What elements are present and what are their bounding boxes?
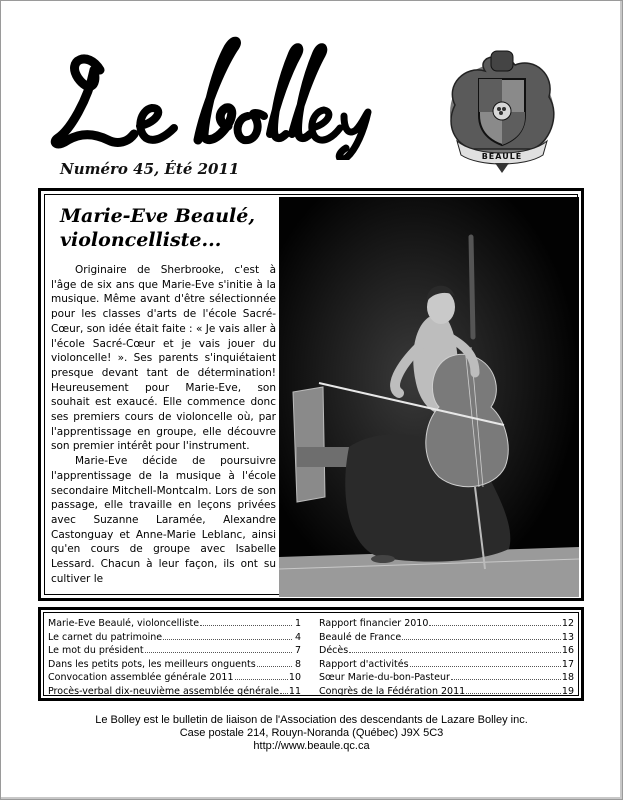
toc-entry[interactable]: Congrès de la Fédération 2011 19 xyxy=(319,685,574,697)
feature-inner-border xyxy=(44,194,578,595)
article-title-line-1: Marie-Eve Beaulé, xyxy=(60,205,255,227)
svg-text:BEAULÉ: BEAULÉ xyxy=(481,152,523,161)
toc-entry[interactable]: Décès 16 xyxy=(319,645,574,656)
toc-entry[interactable]: Sœur Marie-du-bon-Pasteur 18 xyxy=(319,672,574,683)
footer-website-link[interactable]: http://www.beaule.qc.ca xyxy=(253,740,370,752)
toc-entry[interactable]: Dans les petits pots, les meilleurs onguents 8 xyxy=(48,658,301,670)
article-title-line-2: violoncelliste... xyxy=(60,229,222,251)
toc-entry[interactable]: Convocation assemblée générale 2011 10 xyxy=(48,672,301,683)
article-body xyxy=(51,263,276,585)
article-paragraph: Originaire de Sherbrooke, c'est à l'âge de six ans que Marie-Eve s'initie à la musique. Même avant d'être sélectionnée pour les classes d'arts de l'école Sacré-Cœur, son idée était faite : « Je vais aller à l'école Sacré-Cœur et je vais jouer du violoncelle! ». Ses parents s'inquiétaient presque devant tant de détermination! Heureusement pour Marie-Eve, son souhait est exaucé. Elle commence donc ses premiers cours de violoncelle où, par l'apprentissage en groupe, elle découvre son premier intérêt pour l'instrument. xyxy=(51,264,276,453)
toc-entry[interactable]: Rapport d'activités 17 xyxy=(319,658,574,670)
publication-footer xyxy=(0,714,623,753)
toc-column-left xyxy=(44,613,311,695)
toc-entry[interactable]: Rapport financier 2010 12 xyxy=(319,618,574,629)
cellist-photo xyxy=(279,197,579,597)
feature-article xyxy=(38,188,584,601)
toc-entry[interactable]: Le mot du président 7 xyxy=(48,645,301,656)
issue-number: Numéro 45, Été 2011 xyxy=(60,160,240,178)
toc-entry[interactable]: Beaulé de France 13 xyxy=(319,631,574,643)
footer-description: Le Bolley est le bulletin de liaison de l'Association des descendants de Lazare Bolley inc. xyxy=(95,714,528,726)
toc-entry[interactable]: Le carnet du patrimoine 4 xyxy=(48,631,301,643)
toc-column-right xyxy=(311,613,578,695)
toc-entry[interactable]: Marie-Eve Beaulé, violoncelliste 1 xyxy=(48,618,301,629)
toc-entry[interactable]: Procès-verbal dix-neuvième assemblée générale 11 xyxy=(48,685,301,697)
footer-address: Case postale 214, Rouyn-Noranda (Québec) J9X 5C3 xyxy=(179,727,444,739)
cellist-performing-photo xyxy=(279,197,579,597)
toc-inner-border xyxy=(43,612,579,696)
table-of-contents xyxy=(38,607,584,701)
article-title xyxy=(60,204,275,252)
masthead-handwriting xyxy=(48,30,378,160)
article-paragraph: Marie-Eve décide de poursuivre l'apprentissage de la musique à l'école secondaire Mitchell-Montcalm. Lors de son passage, elle travaille en leçons privées avec Suzanne Laramée, Alexandre Castonguay et Anne-Marie Leblanc, ainsi qu'en cours de groupe avec Isabelle Lessard. Chacun à leur façon, ils ont su cultiver le xyxy=(51,455,276,585)
masthead-logo xyxy=(48,30,378,160)
family-crest-icon xyxy=(445,45,560,175)
